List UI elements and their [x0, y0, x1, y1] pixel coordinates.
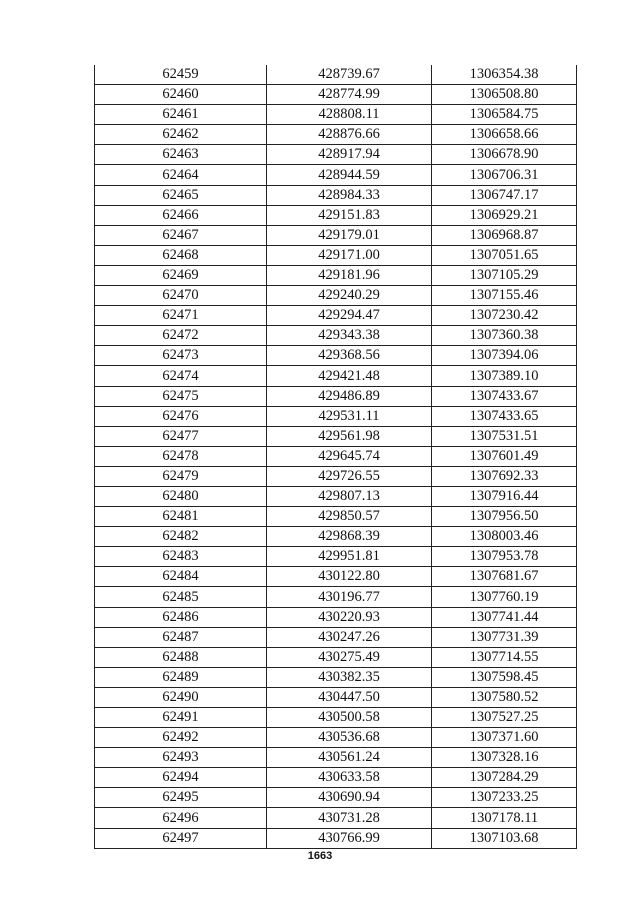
y-coordinate-cell: 1307916.44 [432, 486, 577, 506]
x-coordinate-cell: 430731.28 [267, 808, 432, 828]
y-coordinate-cell: 1306706.31 [432, 165, 577, 185]
x-coordinate-cell: 430447.50 [267, 687, 432, 707]
x-coordinate-cell: 429181.96 [267, 265, 432, 285]
y-coordinate-cell: 1307394.06 [432, 346, 577, 366]
y-coordinate-cell: 1308003.46 [432, 527, 577, 547]
table-row [95, 386, 577, 406]
table-row [95, 768, 577, 788]
point-id-cell: 62484 [95, 567, 267, 587]
y-coordinate-cell: 1307155.46 [432, 286, 577, 306]
x-coordinate-cell: 430766.99 [267, 828, 432, 848]
table-row [95, 145, 577, 165]
table-row [95, 788, 577, 808]
point-id-cell: 62459 [95, 65, 267, 85]
point-id-cell: 62476 [95, 406, 267, 426]
point-id-cell: 62496 [95, 808, 267, 828]
x-coordinate-cell: 429343.38 [267, 326, 432, 346]
point-id-cell: 62492 [95, 728, 267, 748]
point-id-cell: 62462 [95, 125, 267, 145]
table-row [95, 607, 577, 627]
y-coordinate-cell: 1307601.49 [432, 446, 577, 466]
x-coordinate-cell: 429561.98 [267, 426, 432, 446]
table-row [95, 426, 577, 446]
point-id-cell: 62468 [95, 245, 267, 265]
point-id-cell: 62494 [95, 768, 267, 788]
table-row [95, 567, 577, 587]
table-row [95, 406, 577, 426]
point-id-cell: 62465 [95, 185, 267, 205]
y-coordinate-cell: 1307371.60 [432, 728, 577, 748]
point-id-cell: 62467 [95, 225, 267, 245]
y-coordinate-cell: 1307105.29 [432, 265, 577, 285]
y-coordinate-cell: 1306929.21 [432, 205, 577, 225]
x-coordinate-cell: 428739.67 [267, 65, 432, 85]
point-id-cell: 62495 [95, 788, 267, 808]
table-row [95, 326, 577, 346]
y-coordinate-cell: 1307731.39 [432, 627, 577, 647]
point-id-cell: 62470 [95, 286, 267, 306]
y-coordinate-cell: 1307953.78 [432, 547, 577, 567]
point-id-cell: 62487 [95, 627, 267, 647]
y-coordinate-cell: 1307714.55 [432, 647, 577, 667]
x-coordinate-cell: 428808.11 [267, 105, 432, 125]
y-coordinate-cell: 1306508.80 [432, 85, 577, 105]
point-id-cell: 62480 [95, 486, 267, 506]
y-coordinate-cell: 1307360.38 [432, 326, 577, 346]
point-id-cell: 62477 [95, 426, 267, 446]
table-row [95, 486, 577, 506]
x-coordinate-cell: 429807.13 [267, 486, 432, 506]
point-id-cell: 62490 [95, 687, 267, 707]
table-row [95, 527, 577, 547]
point-id-cell: 62486 [95, 607, 267, 627]
x-coordinate-cell: 429951.81 [267, 547, 432, 567]
y-coordinate-cell: 1307389.10 [432, 366, 577, 386]
y-coordinate-cell: 1307103.68 [432, 828, 577, 848]
table-row [95, 587, 577, 607]
point-id-cell: 62475 [95, 386, 267, 406]
point-id-cell: 62481 [95, 507, 267, 527]
table-row [95, 808, 577, 828]
x-coordinate-cell: 429421.48 [267, 366, 432, 386]
coordinates-table-body [95, 65, 577, 848]
point-id-cell: 62493 [95, 748, 267, 768]
x-coordinate-cell: 429531.11 [267, 406, 432, 426]
point-id-cell: 62472 [95, 326, 267, 346]
table-row [95, 728, 577, 748]
point-id-cell: 62464 [95, 165, 267, 185]
y-coordinate-cell: 1306584.75 [432, 105, 577, 125]
point-id-cell: 62478 [95, 446, 267, 466]
x-coordinate-cell: 430220.93 [267, 607, 432, 627]
x-coordinate-cell: 429151.83 [267, 205, 432, 225]
y-coordinate-cell: 1307531.51 [432, 426, 577, 446]
y-coordinate-cell: 1307230.42 [432, 306, 577, 326]
y-coordinate-cell: 1307681.67 [432, 567, 577, 587]
y-coordinate-cell: 1306968.87 [432, 225, 577, 245]
point-id-cell: 62469 [95, 265, 267, 285]
x-coordinate-cell: 430382.35 [267, 667, 432, 687]
y-coordinate-cell: 1306354.38 [432, 65, 577, 85]
table-row [95, 466, 577, 486]
table-row [95, 65, 577, 85]
x-coordinate-cell: 429368.56 [267, 346, 432, 366]
table-row [95, 306, 577, 326]
x-coordinate-cell: 430536.68 [267, 728, 432, 748]
x-coordinate-cell: 429868.39 [267, 527, 432, 547]
y-coordinate-cell: 1307956.50 [432, 507, 577, 527]
table-row [95, 185, 577, 205]
x-coordinate-cell: 429171.00 [267, 245, 432, 265]
point-id-cell: 62489 [95, 667, 267, 687]
y-coordinate-cell: 1307433.67 [432, 386, 577, 406]
point-id-cell: 62460 [95, 85, 267, 105]
table-row [95, 748, 577, 768]
y-coordinate-cell: 1307284.29 [432, 768, 577, 788]
x-coordinate-cell: 429726.55 [267, 466, 432, 486]
table-row [95, 245, 577, 265]
table-row [95, 708, 577, 728]
table-row [95, 446, 577, 466]
x-coordinate-cell: 429486.89 [267, 386, 432, 406]
y-coordinate-cell: 1306658.66 [432, 125, 577, 145]
x-coordinate-cell: 430247.26 [267, 627, 432, 647]
x-coordinate-cell: 430561.24 [267, 748, 432, 768]
point-id-cell: 62488 [95, 647, 267, 667]
table-row [95, 828, 577, 848]
table-row [95, 687, 577, 707]
x-coordinate-cell: 429240.29 [267, 286, 432, 306]
table-row [95, 205, 577, 225]
point-id-cell: 62471 [95, 306, 267, 326]
table-row [95, 85, 577, 105]
y-coordinate-cell: 1307328.16 [432, 748, 577, 768]
table-row [95, 647, 577, 667]
x-coordinate-cell: 429850.57 [267, 507, 432, 527]
point-id-cell: 62461 [95, 105, 267, 125]
point-id-cell: 62479 [95, 466, 267, 486]
table-row [95, 667, 577, 687]
y-coordinate-cell: 1306678.90 [432, 145, 577, 165]
table-row [95, 286, 577, 306]
x-coordinate-cell: 430500.58 [267, 708, 432, 728]
point-id-cell: 62466 [95, 205, 267, 225]
x-coordinate-cell: 428944.59 [267, 165, 432, 185]
x-coordinate-cell: 428876.66 [267, 125, 432, 145]
x-coordinate-cell: 430196.77 [267, 587, 432, 607]
y-coordinate-cell: 1307233.25 [432, 788, 577, 808]
point-id-cell: 62463 [95, 145, 267, 165]
x-coordinate-cell: 428984.33 [267, 185, 432, 205]
x-coordinate-cell: 429179.01 [267, 225, 432, 245]
x-coordinate-cell: 429294.47 [267, 306, 432, 326]
point-id-cell: 62483 [95, 547, 267, 567]
table-row [95, 366, 577, 386]
table-row [95, 265, 577, 285]
x-coordinate-cell: 430275.49 [267, 647, 432, 667]
point-id-cell: 62482 [95, 527, 267, 547]
y-coordinate-cell: 1307760.19 [432, 587, 577, 607]
x-coordinate-cell: 430690.94 [267, 788, 432, 808]
table-row [95, 225, 577, 245]
table-row [95, 165, 577, 185]
y-coordinate-cell: 1307178.11 [432, 808, 577, 828]
table-row [95, 125, 577, 145]
table-row [95, 627, 577, 647]
x-coordinate-cell: 428917.94 [267, 145, 432, 165]
table-row [95, 346, 577, 366]
table-row [95, 547, 577, 567]
x-coordinate-cell: 428774.99 [267, 85, 432, 105]
x-coordinate-cell: 430122.80 [267, 567, 432, 587]
y-coordinate-cell: 1307527.25 [432, 708, 577, 728]
point-id-cell: 62474 [95, 366, 267, 386]
x-coordinate-cell: 429645.74 [267, 446, 432, 466]
y-coordinate-cell: 1307580.52 [432, 687, 577, 707]
point-id-cell: 62473 [95, 346, 267, 366]
y-coordinate-cell: 1306747.17 [432, 185, 577, 205]
y-coordinate-cell: 1307433.65 [432, 406, 577, 426]
point-id-cell: 62497 [95, 828, 267, 848]
x-coordinate-cell: 430633.58 [267, 768, 432, 788]
y-coordinate-cell: 1307598.45 [432, 667, 577, 687]
page-number: 1663 [307, 850, 333, 862]
point-id-cell: 62491 [95, 708, 267, 728]
coordinates-table [94, 65, 577, 849]
table-row [95, 507, 577, 527]
y-coordinate-cell: 1307741.44 [432, 607, 577, 627]
table-row [95, 105, 577, 125]
y-coordinate-cell: 1307051.65 [432, 245, 577, 265]
point-id-cell: 62485 [95, 587, 267, 607]
y-coordinate-cell: 1307692.33 [432, 466, 577, 486]
